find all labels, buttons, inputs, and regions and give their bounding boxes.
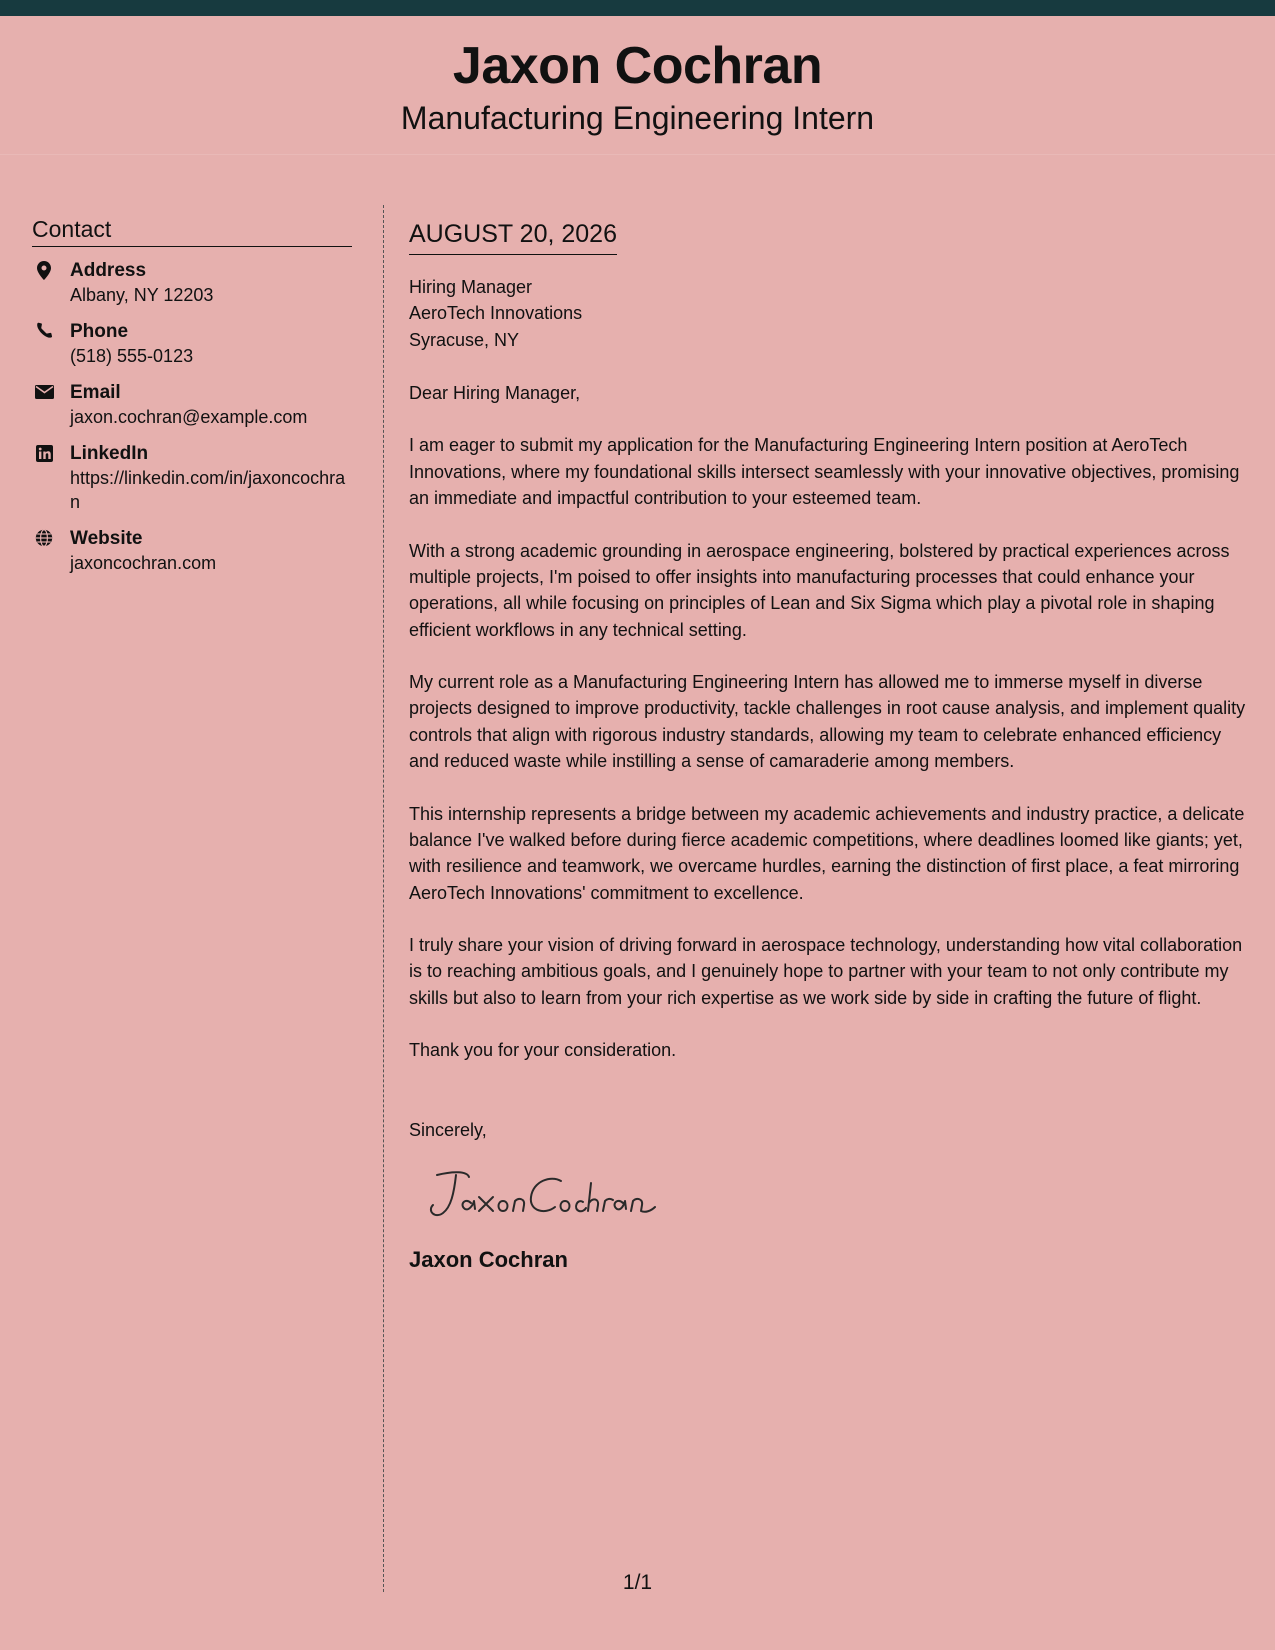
phone-value[interactable]: (518) 555-0123 (70, 346, 194, 366)
body-paragraph: My current role as a Manufacturing Engineering Intern has allowed me to immerse myself in diverse projects designed to improve productivity, tackle challenges in root cause analysis, and implement quality controls that align with rigorous industry standards, allowing my team to celebrate enhanced efficiency and reduced waste while instilling a sense of camaraderie among members. (409, 672, 1246, 772)
contact-item-website (32, 527, 352, 575)
greeting: Dear Hiring Manager, (409, 382, 581, 403)
address-label: Address (70, 260, 147, 281)
letter-date: AUGUST 20, 2026 (409, 222, 617, 255)
letter-body (409, 222, 1249, 1273)
contact-item-email (32, 381, 352, 429)
linkedin-icon (34, 443, 54, 463)
contact-item-address (32, 259, 352, 307)
applicant-name: Jaxon Cochran (452, 37, 823, 95)
body-paragraph: With a strong academic grounding in aerospace engineering, bolstered by practical experiences across multiple projects, I'm poised to offer insights into manufacturing processes that could enhance your operations, all while focusing on principles of Lean and Six Sigma which play a pivotal role in shaping efficient workflows in any technical setting. (409, 540, 1230, 640)
envelope-icon (34, 382, 54, 402)
contact-item-linkedin (32, 442, 352, 514)
recipient-company: AeroTech Innovations (409, 303, 583, 324)
signer-name: Jaxon Cochran (409, 1246, 568, 1272)
handwritten-signature (423, 1167, 1249, 1237)
email-value[interactable]: jaxon.cochran@example.com (70, 407, 308, 427)
phone-icon (34, 321, 54, 341)
phone-label: Phone (70, 321, 129, 342)
top-accent-bar (0, 0, 1275, 16)
job-title: Manufacturing Engineering Intern (400, 100, 875, 136)
address-value: Albany, NY 12203 (70, 285, 214, 305)
website-value[interactable]: jaxoncochran.com (70, 553, 217, 573)
recipient-location: Syracuse, NY (409, 329, 520, 350)
thanks-line: Thank you for your consideration. (409, 1040, 677, 1061)
contact-item-phone (32, 320, 352, 368)
page-number: 1/1 (622, 1571, 653, 1594)
contact-sidebar (32, 218, 352, 588)
body-paragraph: I truly share your vision of driving forward in aerospace technology, understanding how vital collaboration is to reaching ambitious goals, and I genuinely hope to partner with your team to not only contribute my skills but also to learn from your rich expertise as we work side by side in crafting the future of flight. (409, 935, 1243, 1008)
body-paragraph: This internship represents a bridge between my academic achievements and industry practice, a delicate balance I've walked before during fierce academic competitions, where deadlines loomed like giants; yet, with resilience and teamwork, we overcame hurdles, earning the distinction of first place, a feat mirroring AeroTech Innovations' commitment to excellence. (409, 803, 1245, 903)
column-divider (383, 205, 384, 1592)
email-label: Email (70, 382, 121, 403)
website-label: Website (70, 528, 143, 549)
body-paragraph: I am eager to submit my application for the Manufacturing Engineering Intern position at AeroTech Innovations, where my foundational skills intersect seamlessly with your innovative objectives, promising an immediate and impactful contribution to your esteemed team. (409, 435, 1240, 509)
globe-icon (34, 528, 54, 548)
linkedin-value[interactable]: https://linkedin.com/in/jaxoncochran (70, 468, 346, 512)
closing: Sincerely, (409, 1119, 487, 1140)
header (0, 16, 1275, 155)
map-pin-icon (34, 260, 54, 280)
recipient-block (409, 274, 1249, 353)
recipient-name: Hiring Manager (409, 277, 533, 297)
linkedin-label: LinkedIn (70, 443, 149, 464)
contact-heading: Contact (32, 218, 352, 247)
